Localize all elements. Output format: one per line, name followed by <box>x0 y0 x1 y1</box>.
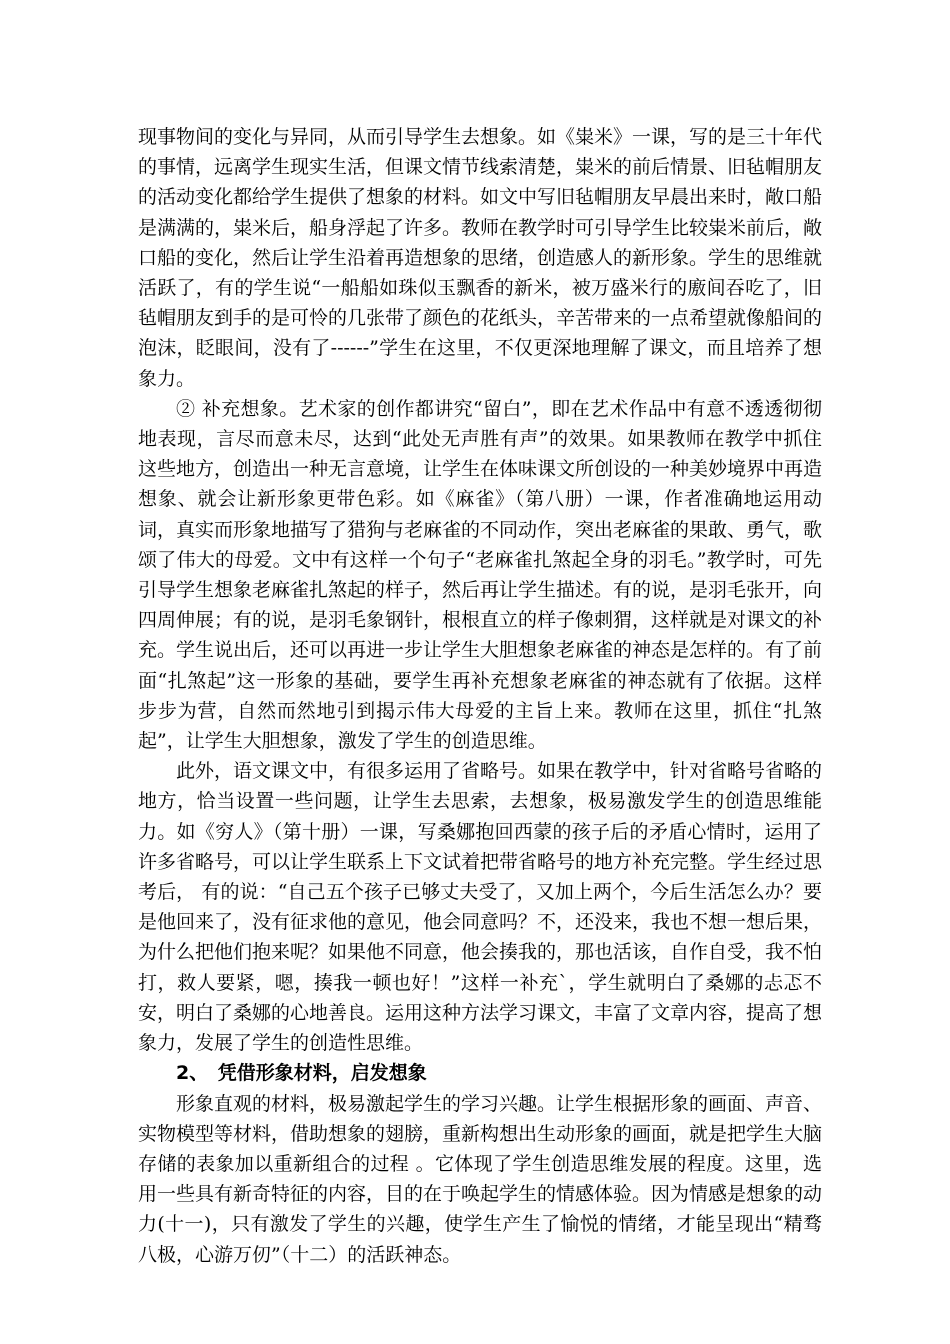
paragraph-supplementary-imagination: ② 补充想象。艺术家的创作都讲究“留白”，即在艺术作品中有意不透透彻彻地表现，言尽而意未尽，达到“此处无声胜有声”的效果。如果教师在教学中抓住这些地方，创造出一种无言意境，让学生在体味课文所创设的一种美妙境界中再造想象、就会让新形象更带色彩。如《麻雀》（第八册）一课，作者准确地运用动词，真实而形象地描写了猎狗与老麻雀的不同动作，突出老麻雀的果敢、勇气，歌颂了伟大的母爱。文中有这样一个句子“老麻雀扎煞起全身的羽毛。”教学时，可先引导学生想象老麻雀扎煞起的样子，然后再让学生描述。有的说，是羽毛张开，向四周伸展；有的说，是羽毛象钢针，根根直立的样子像刺猬，这样就是对课文的补充。学生说出后，还可以再进一步让学生大胆想象老麻雀的神态是怎样的。有了前面“扎煞起”这一形象的基础，要学生再补充想象老麻雀的神态就有了依据。这样步步为营，自然而然地引到揭示伟大母爱的主旨上来。教师在这里，抓住“扎煞起”，让学生大胆想象，激发了学生的创造思维。 <box>138 397 823 753</box>
document-body <box>138 122 822 1270</box>
section-heading: 2、 凭借形象材料，启发想象 <box>176 1062 427 1085</box>
paragraph-image-materials: 形象直观的材料，极易激起学生的学习兴趣。让学生根据形象的画面、声音、实物模型等材料，借助想象的翅膀，重新构想出生动形象的画面，就是把学生大脑存储的表象加以重新组合的过程 。它体现了学生创造思维发展的程度。这里，选用一些具有新奇特征的内容，目的在于唤起学生的情感体验。因为情感是想象的动力(十一)，只有激发了学生的兴趣，使学生产生了愉悦的情绪，才能呈现出“精骛八极，心游万仞”（十二）的活跃神态。 <box>138 1092 823 1266</box>
paragraph-continuation: 现事物间的变化与异同，从而引导学生去想象。如《粜米》一课，写的是三十年代的事情，远离学生现实生活，但课文情节线索清楚，粜米的前后情景、旧毡帽朋友的活动变化都给学生提供了想象的材料。如文中写旧毡帽朋友早晨出来时，敞口船是满满的，粜米后，船身浮起了许多。教师在教学时可引导学生比较粜米前后，敞口船的变化，然后让学生沿着再造想象的思绪，创造感人的新形象。学生的思维就活跃了，有的学生说“一船船如珠似玉飘香的新米，被万盛米行的廒间吞吃了，旧毡帽朋友到手的是可怜的几张带了颜色的花纸头，辛苦带来的一点希望就像船间的泡沫，眨眼间，没有了------”学生在这里，不仅更深地理解了课文，而且培养了想象力。 <box>138 126 823 390</box>
paragraph-ellipsis: 此外，语文课文中，有很多运用了省略号。如果在教学中，针对省略号省略的地方，恰当设置一些问题，让学生去思索，去想象，极易激发学生的创造思维能力。如《穷人》（第十册）一课，写桑娜抱回西蒙的孩子后的矛盾心情时，运用了许多省略号，可以让学生联系上下文试着把带省略号的地方补充完整。学生经过思考后， 有的说：“自己五个孩子已够丈夫受了，又加上两个，今后生活怎么办？要是他回来了，没有征求他的意见，他会同意吗？不，还没来，我也不想一想后果，为什么把他们抱来呢？如果他不同意，他会揍我的，那也活该，自作自受，我不怕打，救人要紧，嗯，揍我一顿也好！”这样一补充`，学生就明白了桑娜的忐忑不安，明白了桑娜的心地善良。运用这种方法学习课文，丰富了文章内容，提高了想象力，发展了学生的创造性思维。 <box>138 760 823 1055</box>
